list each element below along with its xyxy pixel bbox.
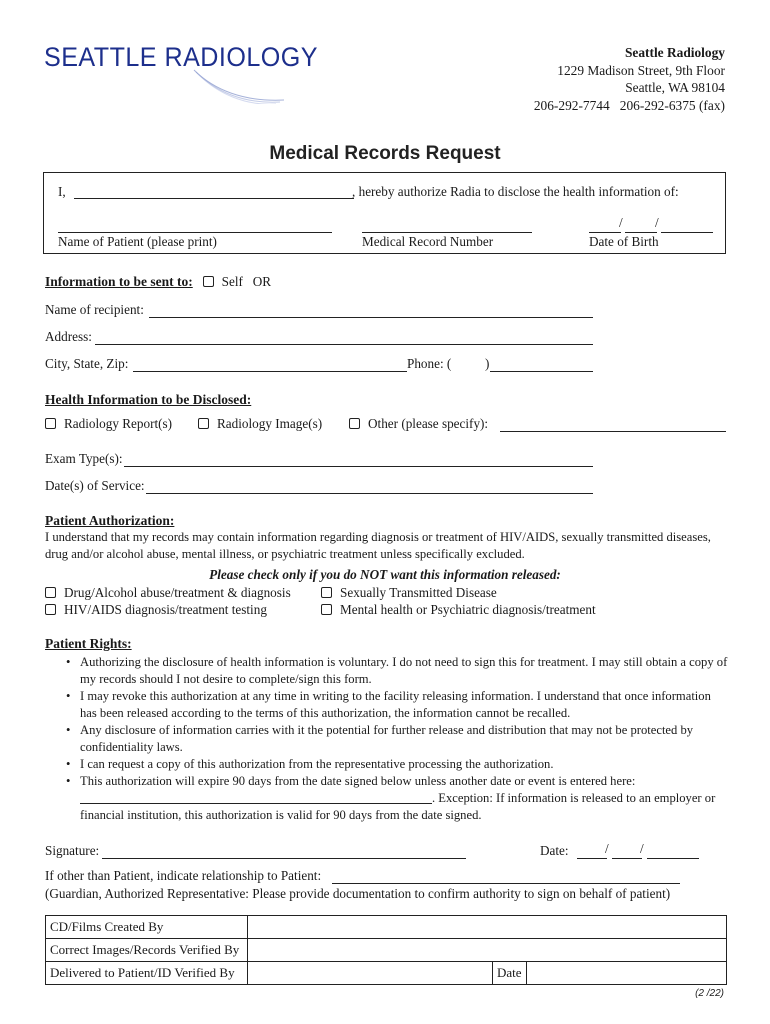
- radiology-image-label: Radiology Image(s): [217, 416, 323, 431]
- table-row: [46, 916, 727, 939]
- org-phone: 206-292-7744: [533, 97, 610, 113]
- exclusion-4: [321, 602, 596, 618]
- rights-item-3: • Any disclosure of information carries with it the potential for further release and distribution that may not be protected by confidentiality laws.: [64, 722, 728, 756]
- table-row: [46, 939, 727, 962]
- rights-item-1: • Authorizing the disclosure of health information is voluntary. I do not need to sign this for treatment. I may still obtain a copy of my records should I not desire to complete/sign this form.: [64, 654, 728, 688]
- dob-day-field[interactable]: [625, 218, 657, 233]
- exam-type-field[interactable]: [124, 452, 593, 467]
- dob-label: Date of Birth: [589, 234, 659, 249]
- recipient-name-field[interactable]: [149, 303, 593, 318]
- exclusion-1: [45, 585, 291, 601]
- std-checkbox[interactable]: [321, 587, 332, 598]
- auth-line-prefix: I,: [58, 184, 66, 199]
- self-checkbox[interactable]: [203, 276, 214, 287]
- mrn-label: Medical Record Number: [362, 234, 494, 249]
- recipient-label: Name of recipient:: [45, 302, 144, 317]
- sign-month-field[interactable]: [577, 844, 607, 859]
- other-option: [349, 416, 488, 432]
- radiology-image-option: [198, 416, 322, 432]
- patient-name-label: Name of Patient (please print): [58, 234, 217, 249]
- relationship-label: If other than Patient, indicate relationship to Patient:: [45, 868, 322, 883]
- rights-heading: Patient Rights:: [45, 636, 132, 651]
- phone-close: ): [485, 356, 490, 371]
- city-label: City, State, Zip:: [45, 356, 129, 371]
- mental-health-label: Mental health or Psychiatric diagnosis/treatment: [340, 602, 596, 617]
- medical-record-number-field[interactable]: [362, 218, 532, 233]
- table-row: [46, 962, 727, 985]
- address-label: Address:: [45, 329, 92, 344]
- disclose-options: [45, 416, 172, 432]
- rights-list: [64, 654, 728, 824]
- office-row-1-label: CD/Films Created By: [46, 916, 248, 939]
- exclusion-2: [321, 585, 497, 601]
- org-city: Seattle, WA 98104: [625, 80, 725, 95]
- authorizer-name-field[interactable]: [74, 184, 354, 199]
- or-label: OR: [252, 274, 272, 289]
- hiv-aids-label: HIV/AIDS diagnosis/treatment testing: [64, 602, 267, 617]
- exclusion-3: [45, 602, 267, 618]
- org-name: Seattle Radiology: [624, 45, 725, 60]
- dob-year-field[interactable]: [661, 218, 713, 233]
- std-label: Sexually Transmitted Disease: [340, 585, 497, 600]
- auth-line-suffix: , hereby authorize Radia to disclose the health information of:: [352, 184, 679, 199]
- sign-date-slash: /: [640, 841, 644, 856]
- org-fax: 206-292-6375 (fax): [619, 97, 725, 113]
- signature-field[interactable]: [102, 844, 466, 859]
- office-row-2-label: Correct Images/Records Verified By: [46, 939, 248, 962]
- office-row-3-label: Delivered to Patient/ID Verified By: [46, 962, 248, 985]
- signature-date-label: Date:: [540, 843, 569, 858]
- disclose-heading: Health Information to be Disclosed:: [45, 392, 252, 407]
- hiv-aids-checkbox[interactable]: [45, 604, 56, 615]
- date-of-service-label: Date(s) of Service:: [45, 478, 145, 493]
- mental-health-checkbox[interactable]: [321, 604, 332, 615]
- city-state-zip-field[interactable]: [133, 357, 407, 372]
- drug-alcohol-label: Drug/Alcohol abuse/treatment & diagnosis: [64, 585, 291, 600]
- rights-item-5-exception: . Exception: If information is released to an employer or financial institution, this authorization is valid for 90 days from the date signed.: [80, 791, 716, 822]
- authorization-heading: Patient Authorization:: [45, 513, 175, 528]
- guardian-note: (Guardian, Authorized Representative: Please provide documentation to confirm authority to sign on behalf of patient): [45, 886, 671, 901]
- send-to-heading: Information to be sent to:: [45, 274, 193, 289]
- sign-day-field[interactable]: [612, 844, 642, 859]
- date-of-service-field[interactable]: [146, 479, 593, 494]
- rights-item-2: • I may revoke this authorization at any time in writing to the facility releasing information. I understand that once information has been released according to the terms of this authorization, the information cannot be recalled.: [64, 688, 728, 722]
- delivered-to-patient-cell[interactable]: [248, 962, 493, 985]
- office-date-label: Date: [493, 962, 527, 985]
- send-to-row: [45, 274, 271, 290]
- authorization-check-note: Please check only if you do NOT want this information released:: [209, 567, 561, 582]
- org-phones: [534, 97, 725, 115]
- records-verified-by-cell[interactable]: [248, 939, 727, 962]
- authorization-text: I understand that my records may contain information regarding diagnosis or treatment of HIV/AIDS, sexually transmitted diseases, drug and/or alcohol abuse, mental illness, or psychiatric treatment unless specifically excluded.: [45, 530, 711, 561]
- expiration-event-field[interactable]: [80, 792, 432, 804]
- org-address: [534, 44, 725, 114]
- other-checkbox[interactable]: [349, 418, 360, 429]
- rights-item-5: [64, 773, 728, 824]
- drug-alcohol-checkbox[interactable]: [45, 587, 56, 598]
- radiology-report-label: Radiology Report(s): [64, 416, 173, 431]
- other-label: Other (please specify):: [368, 416, 489, 431]
- form-version: (2 /22): [695, 988, 724, 999]
- address-field[interactable]: [95, 330, 593, 345]
- relationship-field[interactable]: [332, 869, 680, 884]
- logo-text: SEATTLE RADIOLOGY: [44, 42, 318, 72]
- radiology-report-checkbox[interactable]: [45, 418, 56, 429]
- self-label: Self: [221, 274, 243, 289]
- sign-date-slash: /: [605, 841, 609, 856]
- patient-name-field[interactable]: [58, 218, 332, 233]
- sign-year-field[interactable]: [647, 844, 699, 859]
- dob-month-field[interactable]: [589, 218, 621, 233]
- signature-label: Signature:: [45, 843, 100, 858]
- page-title: Medical Records Request: [269, 143, 501, 164]
- radiology-image-checkbox[interactable]: [198, 418, 209, 429]
- phone-field[interactable]: [490, 357, 593, 372]
- other-specify-field[interactable]: [500, 417, 726, 432]
- office-use-table: [45, 915, 727, 985]
- rights-item-4: • I can request a copy of this authorization from the representative processing the authorization.: [64, 756, 728, 773]
- phone-label: Phone: (: [407, 356, 452, 371]
- dob-slash: /: [619, 215, 623, 230]
- logo: [44, 40, 354, 104]
- exam-type-label: Exam Type(s):: [45, 451, 123, 466]
- rights-item-5-text: This authorization will expire 90 days from the date signed below unless another date or event is entered here:: [80, 774, 636, 788]
- dob-slash: /: [655, 215, 659, 230]
- org-street: 1229 Madison Street, 9th Floor: [557, 62, 725, 78]
- delivered-date-cell[interactable]: [526, 962, 726, 985]
- cd-films-created-by-cell[interactable]: [248, 916, 727, 939]
